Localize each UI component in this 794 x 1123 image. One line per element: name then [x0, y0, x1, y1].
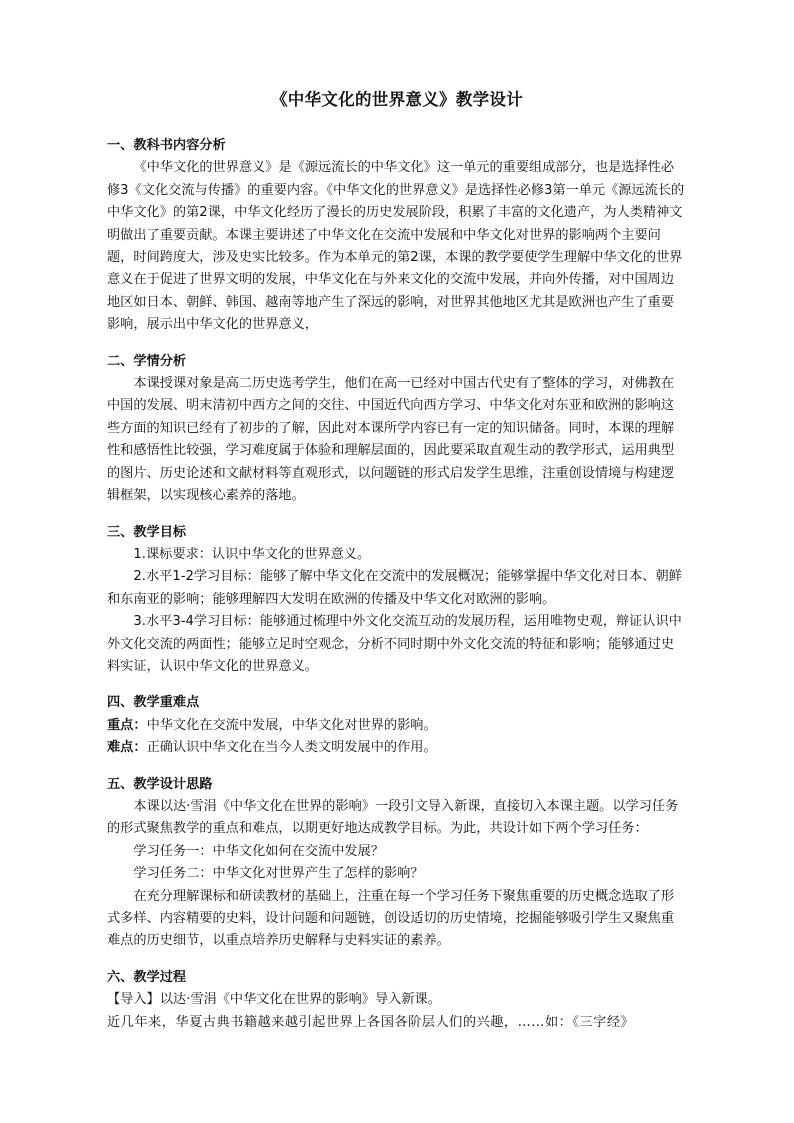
goal-item: 3.水平3-4学习目标：能够通过梳理中外文化交流互动的发展历程，运用唯物史观，辩证认识中外文化交流的两面性；能够立足时空观念，分析不同时期中外文化交流的特征和影响；能够通过史料实证，认识中华文化的世界意义。 [107, 614, 682, 674]
key-point-text: 中华文化在交流中发展，中华文化对世界的影响。 [146, 717, 437, 733]
difficult-point [107, 737, 687, 759]
difficult-point-text: 正确认识中华文化在当今人类文明发展中的作用。 [146, 740, 437, 756]
quote-text: 近几年来，华夏古典书籍越来越引起世界上各国各阶层人们的兴趣，……如：《三字经》 [107, 1014, 635, 1030]
learning-task: 学习任务二：中华文化对世界产生了怎样的影响？ [133, 866, 424, 882]
section-heading: 一、教科书内容分析 [107, 138, 226, 153]
section-heading: 四、教学重难点 [107, 695, 200, 711]
section-heading: 五、教学设计思路 [107, 776, 213, 792]
section-design-ideas [107, 774, 687, 953]
paragraph: 《中华文化的世界意义》是《源远流长的中华文化》这一单元的重要组成部分，也是选择性必修3《文化交流与传播》的重要内容。《中华文化的世界意义》是选择性必修3第一单元《源远流长的中华文化》的第2课，中华文化经历了漫长的历史发展阶段，积累了丰富的文化遗产，为人类精神文明做出了重要贡献。本课主要讲述了中华文化在交流中发展和中华文化对世界的影响两个主要问题，时间跨度大，涉及史实比较多。作为本单元的第2课，本课的教学要使学生理解中华文化的世界意义在于促进了世界文明的发展，中华文化在与外来文化的交流中发展，并向外传播，对中国周边地区如日本、朝鲜、韩国、越南等地产生了深远的影响，对世界其他地区尤其是欧洲也产生了重要影响，展示出中华文化的世界意义， [107, 160, 685, 333]
key-point [107, 715, 687, 737]
section-heading: 二、学情分析 [107, 353, 187, 369]
intro-line [107, 989, 687, 1011]
goal-item: 2.水平1-2学习目标：能够了解中华文化在交流中的发展概况；能够掌握中华文化对日本、朝鲜和东南亚的影响；能够理解四大发明在欧洲的传播及中华文化对欧洲的影响。 [107, 569, 682, 607]
document-title: 《中华文化的世界意义》教学设计 [271, 90, 523, 109]
intro-label: 【导入】 [107, 992, 160, 1008]
section-heading: 三、教学目标 [107, 524, 187, 540]
section-teaching-process [107, 967, 687, 1034]
section-teaching-goals [107, 522, 687, 679]
paragraph: 本课以达·雪涓《中华文化在世界的影响》一段引文导入新课，直接切入本课主题。以学习任务的形式聚焦教学的重点和难点，以期更好地达成教学目标。为此，共设计如下两个学习任务： [107, 798, 679, 837]
document-body [107, 135, 687, 1034]
section-heading: 六、教学过程 [107, 969, 187, 985]
section-textbook-analysis [107, 135, 687, 337]
section-key-difficult-points [107, 692, 687, 759]
difficult-point-label: 难点： [107, 740, 147, 756]
paragraph: 本课授课对象是高二历史选考学生，他们在高一已经对中国古代史有了整体的学习，对佛教在中国的发展、明末清初中西方之间的交往、中国近代向西方学习、中华文化对东亚和欧洲的影响这些方面的知识已经有了初步的了解，因此对本课所学内容已有一定的知识储备。同时，本课的理解性和感悟性比较强，学习难度属于体验和理解层面的，因此要采取直观生动的教学形式，运用典型的图片、历史论述和文献材料等直观形式，以问题链的形式启发学生思维，注重创设情境与构建逻辑框架，以实现核心素养的落地。 [107, 376, 675, 504]
learning-task: 学习任务一：中华文化如何在交流中发展？ [133, 843, 384, 859]
section-student-analysis [107, 351, 687, 508]
paragraph: 在充分理解课标和研读教材的基础上，注重在每一个学习任务下聚焦重要的历史概念选取了形式多样、内容精要的史料，设计问题和问题链，创设适切的历史情境，挖掘能够吸引学生又聚焦重难点的历史细节，以重点培养历史解释与史料实证的素养。 [107, 888, 675, 949]
key-point-label: 重点： [107, 717, 147, 733]
goal-item: 1.课标要求：认识中华文化的世界意义。 [133, 546, 371, 562]
intro-text: 以达·雪涓《中华文化在世界的影响》导入新课。 [159, 992, 441, 1008]
